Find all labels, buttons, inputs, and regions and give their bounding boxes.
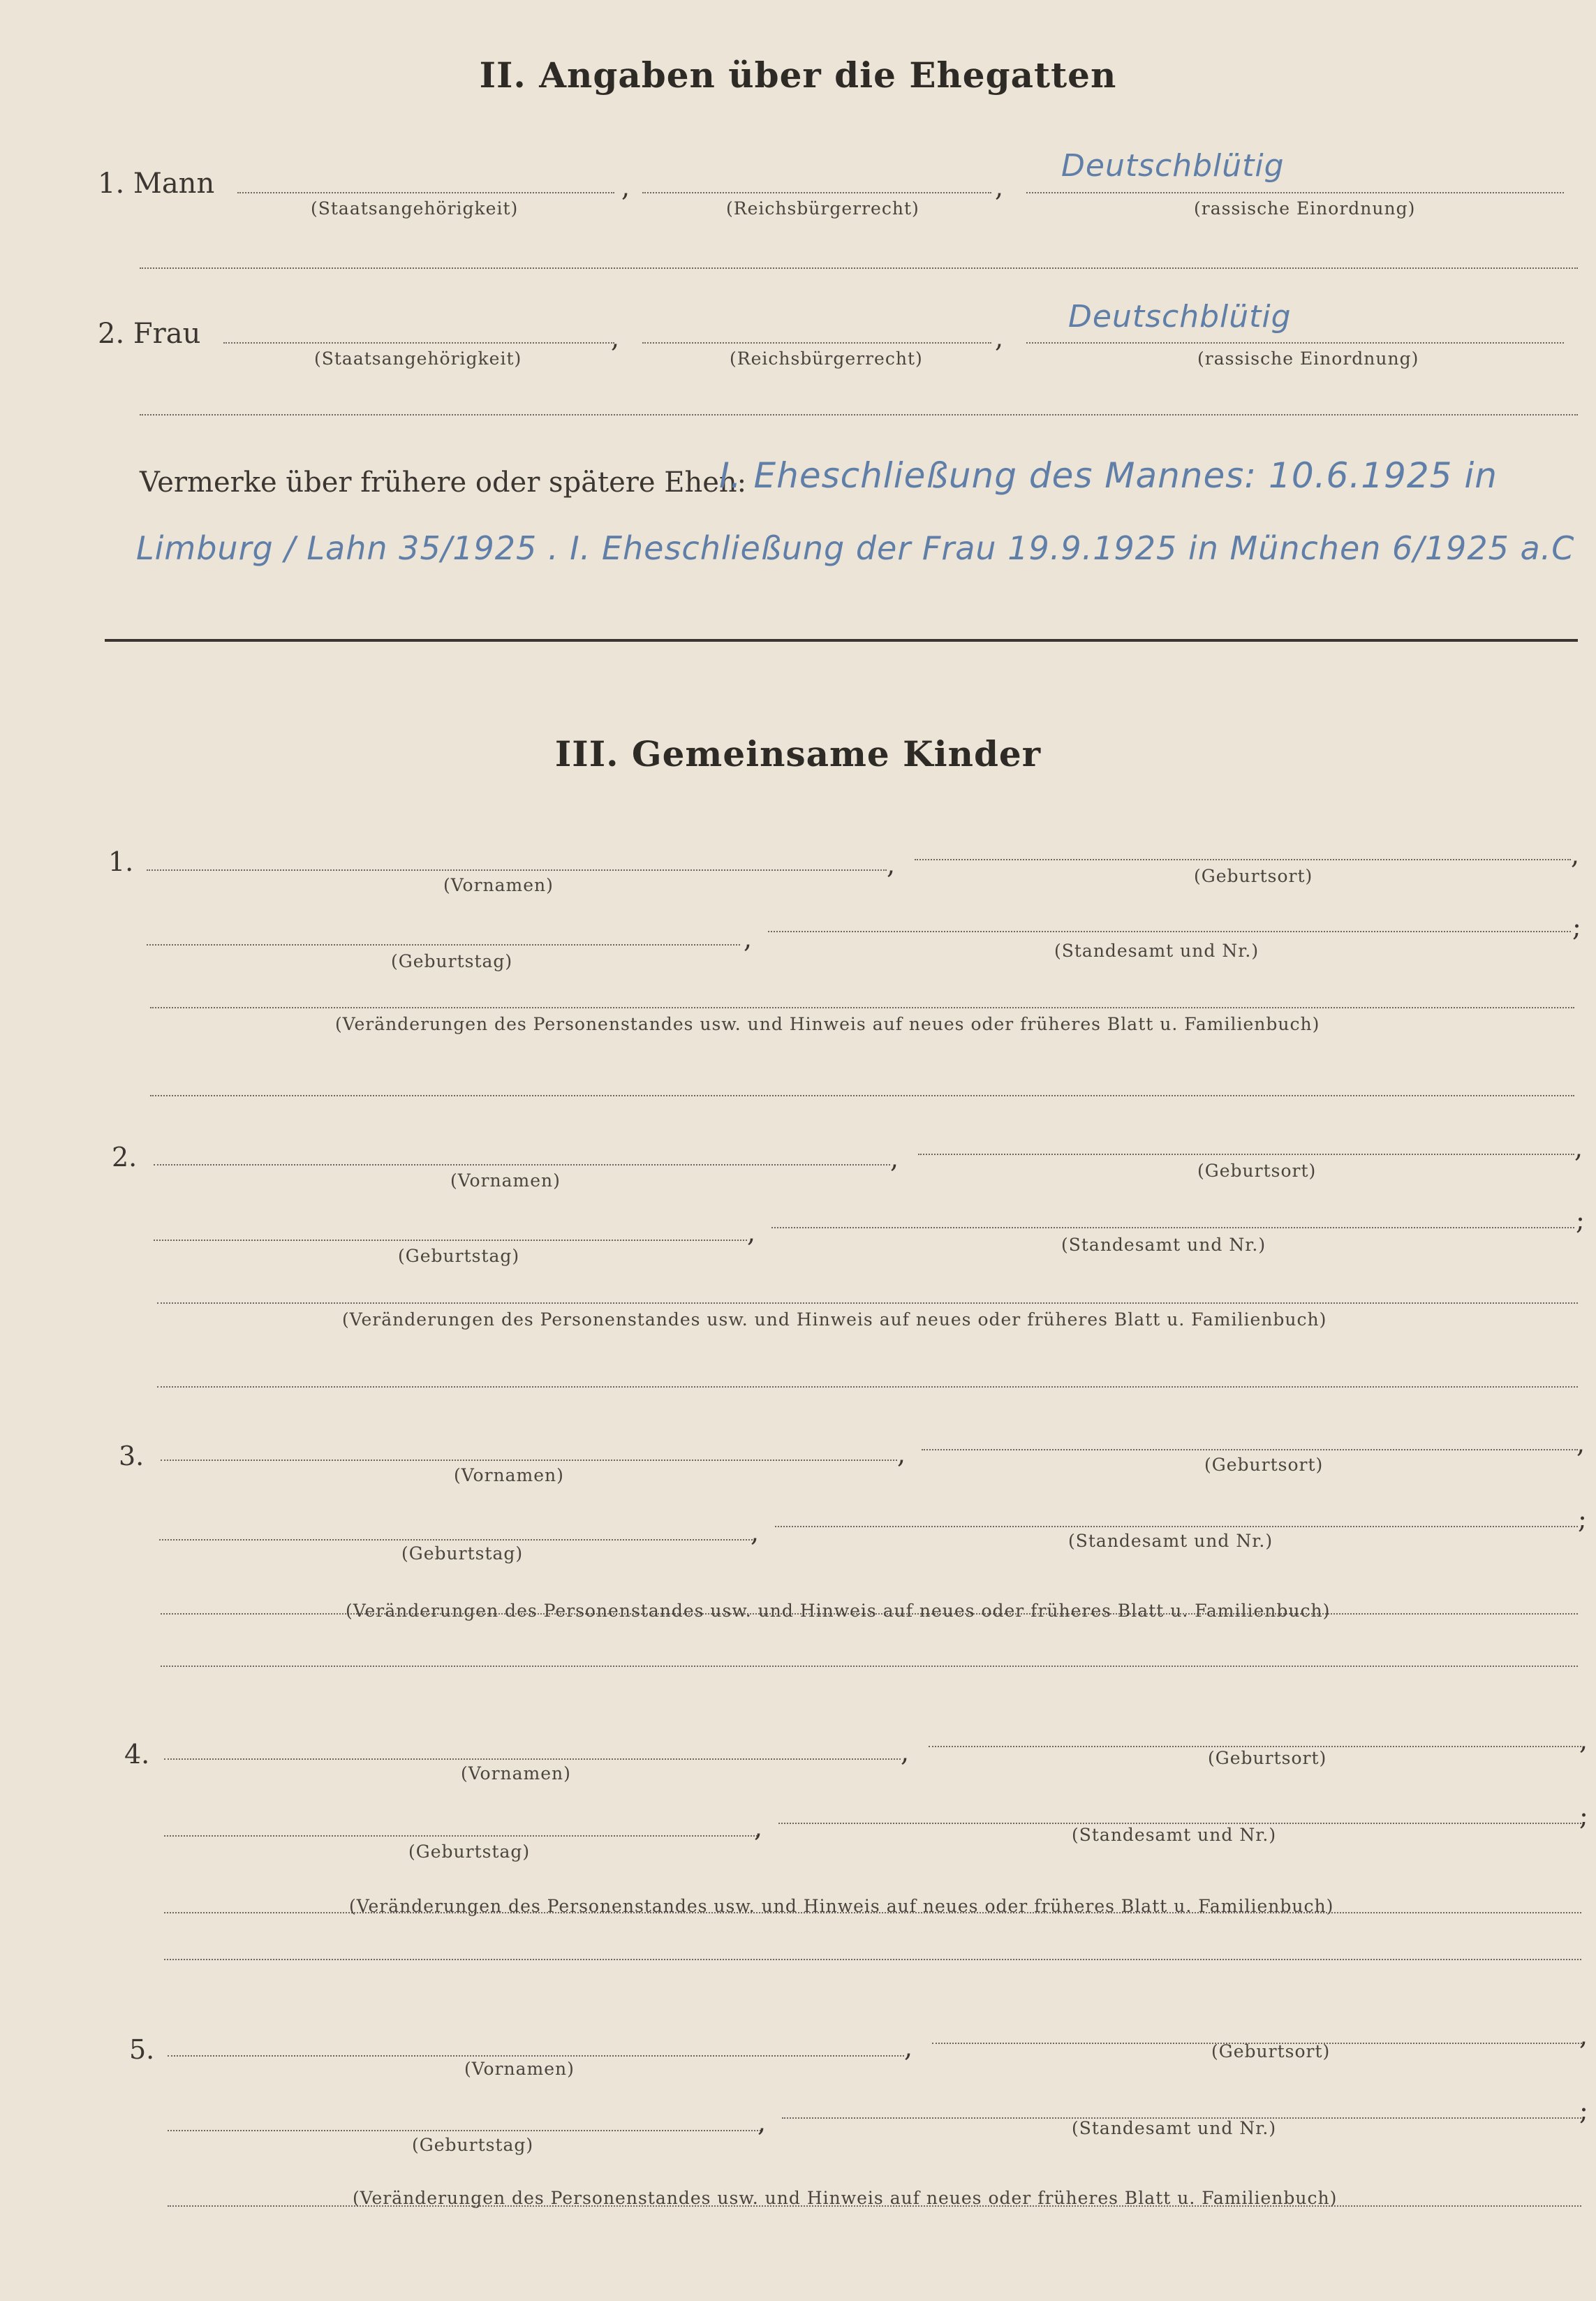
comma: , xyxy=(758,2107,767,2138)
child-registry-line[interactable] xyxy=(771,1227,1574,1228)
remarks-handwritten-line-2: Limburg / Lahn 35/1925 . I. Eheschließung der Frau 19.9.1925 in München 6/1925 a.C xyxy=(136,529,1575,567)
child-number: 4. xyxy=(124,1739,150,1770)
husband-citizenship-line[interactable] xyxy=(237,192,614,193)
semicolon: ; xyxy=(1572,911,1581,942)
comma: , xyxy=(904,2032,913,2063)
comma: , xyxy=(897,1439,906,1469)
child-registry-caption: (Standesamt und Nr.) xyxy=(1061,1235,1266,1255)
child-changes-caption: (Veränderungen des Personenstandes usw. und Hinweis auf neues oder früheres Blatt u. Familienbuch) xyxy=(342,1309,1327,1330)
section-divider xyxy=(105,639,1578,642)
comma: , xyxy=(995,323,1004,353)
child-extra-line[interactable] xyxy=(161,1666,1578,1667)
child-birthplace-caption: (Geburtsort) xyxy=(1208,1748,1327,1768)
child-registry-caption: (Standesamt und Nr.) xyxy=(1072,2118,1277,2138)
husband-extra-line[interactable] xyxy=(140,267,1578,269)
comma: , xyxy=(887,849,896,880)
child-registry-line[interactable] xyxy=(768,931,1571,932)
wife-citizenship-caption: (Staatsangehörigkeit) xyxy=(314,348,522,369)
comma: , xyxy=(744,923,753,954)
husband-label: 1. Mann xyxy=(98,168,215,200)
child-birthdate-line[interactable] xyxy=(159,1539,753,1541)
child-birthplace-caption: (Geburtsort) xyxy=(1204,1455,1324,1475)
child-firstnames-line[interactable] xyxy=(161,1460,897,1461)
comma: , xyxy=(901,1737,910,1767)
child-birthdate-line[interactable] xyxy=(168,2130,761,2131)
comma: , xyxy=(754,1812,763,1843)
child-firstnames-caption: (Vornamen) xyxy=(464,2059,575,2079)
child-firstnames-line[interactable] xyxy=(168,2055,904,2057)
child-number: 3. xyxy=(119,1441,145,1471)
husband-racial-line[interactable] xyxy=(1026,192,1564,193)
child-birthplace-caption: (Geburtsort) xyxy=(1194,866,1313,886)
child-changes-caption: (Veränderungen des Personenstandes usw. und Hinweis auf neues oder früheres Blatt u. Familienbuch) xyxy=(335,1014,1320,1034)
child-birthdate-line[interactable] xyxy=(154,1240,747,1241)
child-birthdate-caption: (Geburtstag) xyxy=(398,1246,520,1266)
husband-reich-line[interactable] xyxy=(642,192,991,193)
child-registry-caption: (Standesamt und Nr.) xyxy=(1054,941,1259,961)
child-changes-caption: (Veränderungen des Personenstandes usw. und Hinweis auf neues oder früheres Blatt u. Familienbuch) xyxy=(353,2188,1338,2208)
semicolon: ; xyxy=(1578,1504,1587,1534)
child-changes-caption: (Veränderungen des Personenstandes usw. und Hinweis auf neues oder früheres Blatt u. Familienbuch) xyxy=(349,1896,1334,1916)
comma: , xyxy=(751,1517,760,1548)
child-birthdate-line[interactable] xyxy=(147,944,740,946)
child-firstnames-caption: (Vornamen) xyxy=(454,1465,564,1485)
child-extra-line[interactable] xyxy=(150,1095,1574,1096)
wife-label: 2. Frau xyxy=(98,318,201,350)
child-birthplace-caption: (Geburtsort) xyxy=(1211,2041,1331,2061)
child-number: 5. xyxy=(129,2034,155,2065)
child-birthdate-caption: (Geburtstag) xyxy=(412,2135,534,2155)
wife-racial-caption: (rassische Einordnung) xyxy=(1197,348,1419,369)
child-changes-line[interactable] xyxy=(157,1302,1578,1304)
child-registry-line[interactable] xyxy=(778,1823,1581,1824)
child-birthplace-line[interactable] xyxy=(922,1449,1578,1450)
child-birthdate-caption: (Geburtstag) xyxy=(408,1841,531,1862)
child-birthdate-line[interactable] xyxy=(164,1835,758,1837)
comma: , xyxy=(995,172,1004,203)
section-3-heading: III. Gemeinsame Kinder xyxy=(554,733,1042,774)
wife-racial-handwritten: Deutschblütig xyxy=(1068,299,1292,335)
child-number: 1. xyxy=(108,846,134,877)
comma: , xyxy=(621,172,630,203)
child-changes-caption: (Veränderungen des Personenstandes usw. und Hinweis auf neues oder früheres Blatt u. Familienbuch) xyxy=(346,1601,1331,1621)
comma: , xyxy=(1576,1428,1586,1459)
child-changes-line[interactable] xyxy=(150,1007,1574,1008)
wife-racial-line[interactable] xyxy=(1026,342,1564,344)
comma: , xyxy=(1574,1133,1583,1163)
husband-racial-caption: (rassische Einordnung) xyxy=(1194,198,1416,219)
wife-citizenship-line[interactable] xyxy=(223,342,614,344)
wife-reich-caption: (Reichsbürgerrecht) xyxy=(730,348,923,369)
child-birthdate-caption: (Geburtstag) xyxy=(391,951,513,971)
comma: , xyxy=(747,1217,756,1248)
comma: , xyxy=(890,1143,899,1174)
husband-reich-caption: (Reichsbürgerrecht) xyxy=(726,198,919,219)
child-firstnames-line[interactable] xyxy=(154,1164,890,1166)
remarks-label: Vermerke über frühere oder spätere Ehen: xyxy=(140,466,747,499)
child-firstnames-caption: (Vornamen) xyxy=(461,1763,571,1784)
semicolon: ; xyxy=(1579,2095,1588,2126)
semicolon: ; xyxy=(1579,1800,1588,1831)
section-2-heading: II. Angaben über die Ehegatten xyxy=(479,54,1117,96)
wife-reich-line[interactable] xyxy=(642,342,991,344)
child-birthplace-line[interactable] xyxy=(918,1154,1574,1155)
comma: , xyxy=(1579,2020,1588,2051)
husband-racial-handwritten: Deutschblütig xyxy=(1061,148,1285,184)
wife-extra-line[interactable] xyxy=(140,414,1578,416)
child-birthplace-line[interactable] xyxy=(915,859,1571,860)
comma: , xyxy=(1579,1725,1588,1756)
child-extra-line[interactable] xyxy=(164,1959,1581,1960)
child-firstnames-caption: (Vornamen) xyxy=(450,1170,561,1191)
child-birthdate-caption: (Geburtstag) xyxy=(401,1543,524,1564)
child-registry-caption: (Standesamt und Nr.) xyxy=(1072,1825,1277,1845)
child-registry-line[interactable] xyxy=(775,1526,1578,1527)
comma: , xyxy=(611,323,620,353)
semicolon: ; xyxy=(1576,1205,1585,1235)
child-firstnames-line[interactable] xyxy=(147,869,887,871)
child-firstnames-line[interactable] xyxy=(164,1758,901,1760)
child-number: 2. xyxy=(112,1142,138,1172)
child-registry-caption: (Standesamt und Nr.) xyxy=(1068,1531,1273,1551)
child-birthplace-line[interactable] xyxy=(929,1746,1581,1747)
husband-citizenship-caption: (Staatsangehörigkeit) xyxy=(311,198,519,219)
child-extra-line[interactable] xyxy=(157,1386,1578,1388)
remarks-handwritten-line-1: I. Eheschließung des Mannes: 10.6.1925 in xyxy=(719,455,1498,496)
comma: , xyxy=(1571,839,1580,870)
child-birthplace-caption: (Geburtsort) xyxy=(1197,1161,1317,1181)
child-firstnames-caption: (Vornamen) xyxy=(443,875,554,895)
